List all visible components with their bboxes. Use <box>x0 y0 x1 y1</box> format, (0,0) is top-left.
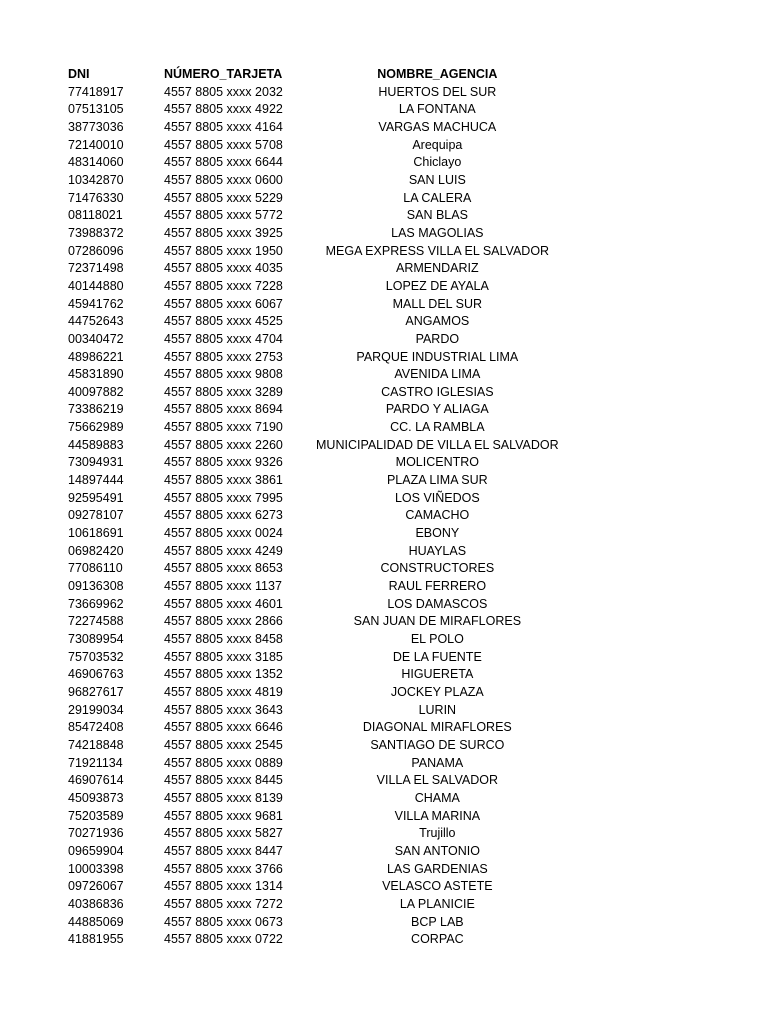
cell-nombre-agencia: CORPAC <box>411 932 464 947</box>
cell-dni: 48986221 <box>68 349 124 364</box>
cell-numero-tarjeta: 4557 8805 xxxx 3766 <box>164 861 283 876</box>
cell-dni: 72274588 <box>68 614 124 629</box>
table-row <box>0 366 559 384</box>
cell-numero-tarjeta: 4557 8805 xxxx 0673 <box>164 914 283 929</box>
table-row <box>0 825 559 843</box>
cell-numero-tarjeta: 4557 8805 xxxx 7228 <box>164 278 283 293</box>
cell-nombre-agencia: EBONY <box>415 526 460 541</box>
cell-nombre-agencia: DIAGONAL MIRAFLORES <box>362 720 512 735</box>
cell-numero-tarjeta: 4557 8805 xxxx 9808 <box>164 367 283 382</box>
cell-dni: 06982420 <box>68 543 124 558</box>
cell-dni: 71476330 <box>68 190 124 205</box>
cell-dni: 73094931 <box>68 455 124 470</box>
cell-nombre-agencia: JOCKEY PLAZA <box>390 684 484 699</box>
cell-nombre-agencia: CHAMA <box>414 790 460 805</box>
cell-numero-tarjeta: 4557 8805 xxxx 2032 <box>164 84 283 99</box>
cell-numero-tarjeta: 4557 8805 xxxx 9326 <box>164 455 283 470</box>
cell-nombre-agencia: VILLA MARINA <box>394 808 481 823</box>
cell-numero-tarjeta: 4557 8805 xxxx 6644 <box>164 155 283 170</box>
cell-nombre-agencia: PARDO <box>415 331 460 346</box>
cell-dni: 92595491 <box>68 490 124 505</box>
cell-numero-tarjeta: 4557 8805 xxxx 4249 <box>164 543 283 558</box>
cell-numero-tarjeta: 4557 8805 xxxx 2866 <box>164 614 283 629</box>
cell-nombre-agencia: CASTRO IGLESIAS <box>381 384 494 399</box>
cell-dni: 44752643 <box>68 314 124 329</box>
cell-numero-tarjeta: 4557 8805 xxxx 8458 <box>164 632 283 646</box>
cell-dni: 10342870 <box>68 172 124 187</box>
table-row <box>0 684 559 702</box>
cell-dni: 09659904 <box>68 843 124 858</box>
cell-numero-tarjeta: 4557 8805 xxxx 3289 <box>164 384 283 399</box>
cell-nombre-agencia: PARDO Y ALIAGA <box>385 402 489 417</box>
cell-dni: 96827617 <box>68 684 124 699</box>
cell-numero-tarjeta: 4557 8805 xxxx 4164 <box>164 119 283 134</box>
cell-dni: 73386219 <box>68 402 124 417</box>
table-row <box>0 596 559 614</box>
cell-numero-tarjeta: 4557 8805 xxxx 2545 <box>164 737 283 752</box>
cell-nombre-agencia: PARQUE INDUSTRIAL LIMA <box>356 349 519 364</box>
cell-nombre-agencia: RAUL FERRERO <box>388 579 487 594</box>
cell-numero-tarjeta: 4557 8805 xxxx 3643 <box>164 702 283 717</box>
cell-nombre-agencia: VILLA EL SALVADOR <box>376 773 499 788</box>
cell-nombre-agencia: LAS GARDENIAS <box>386 861 488 876</box>
table-row <box>0 914 559 932</box>
cell-dni: 77086110 <box>68 561 123 576</box>
cell-dni: 85472408 <box>68 720 124 735</box>
cell-nombre-agencia: LA CALERA <box>403 190 472 205</box>
table-row <box>0 207 559 225</box>
table-row <box>0 843 559 861</box>
cell-dni: 10003398 <box>68 861 124 876</box>
cell-numero-tarjeta: 4557 8805 xxxx 8653 <box>164 561 283 576</box>
table-row <box>0 755 559 773</box>
cell-dni: 46906763 <box>68 667 124 682</box>
cell-numero-tarjeta: 4557 8805 xxxx 7190 <box>164 420 283 435</box>
cell-dni: 41881955 <box>68 932 124 947</box>
table-row <box>0 101 559 119</box>
cell-nombre-agencia: LA FONTANA <box>398 102 476 117</box>
table-row <box>0 490 559 508</box>
cell-numero-tarjeta: 4557 8805 xxxx 7995 <box>164 490 283 505</box>
cell-dni: 44589883 <box>68 437 124 452</box>
table-row <box>0 401 559 419</box>
table-row <box>0 543 559 561</box>
cell-dni: 75662989 <box>68 420 124 435</box>
cell-numero-tarjeta: 4557 8805 xxxx 4819 <box>164 684 283 699</box>
table-row <box>0 454 559 472</box>
table-row <box>0 172 559 190</box>
cell-dni: 45093873 <box>68 790 124 805</box>
cell-nombre-agencia: LAS MAGOLIAS <box>391 225 484 240</box>
cell-numero-tarjeta: 4557 8805 xxxx 8694 <box>164 402 283 417</box>
table-row <box>0 296 559 314</box>
cell-dni: 73669962 <box>68 596 124 611</box>
cell-dni: 07513105 <box>68 102 124 117</box>
cell-dni: 44885069 <box>68 914 124 929</box>
table-row <box>0 154 559 172</box>
cell-numero-tarjeta: 4557 8805 xxxx 4922 <box>164 102 283 117</box>
cell-numero-tarjeta: 4557 8805 xxxx 1950 <box>164 243 283 258</box>
cell-nombre-agencia: VELASCO ASTETE <box>382 879 493 894</box>
column-header-nombre-agencia: NOMBRE_AGENCIA <box>377 67 498 81</box>
table-row <box>0 649 559 667</box>
cell-dni: 75203589 <box>68 808 124 823</box>
cell-dni: 07286096 <box>68 243 124 258</box>
cell-nombre-agencia: CONSTRUCTORES <box>380 561 495 576</box>
cell-numero-tarjeta: 4557 8805 xxxx 4035 <box>164 261 283 276</box>
cell-dni: 40386836 <box>68 896 124 911</box>
cell-dni: 71921134 <box>68 755 123 770</box>
cell-numero-tarjeta: 4557 8805 xxxx 3925 <box>164 225 283 240</box>
cell-dni: 74218848 <box>68 737 124 752</box>
cell-nombre-agencia: VARGAS MACHUCA <box>378 119 497 134</box>
cell-nombre-agencia: PLAZA LIMA SUR <box>386 473 488 488</box>
cell-numero-tarjeta: 4557 8805 xxxx 4601 <box>164 596 283 611</box>
table-row <box>0 666 559 684</box>
cell-dni: 73089954 <box>68 632 124 646</box>
cell-numero-tarjeta: 4557 8805 xxxx 2753 <box>164 349 283 364</box>
cell-dni: 00340472 <box>68 331 124 346</box>
table-row <box>0 437 559 455</box>
cell-numero-tarjeta: 4557 8805 xxxx 3185 <box>164 649 283 664</box>
cell-nombre-agencia: CAMACHO <box>405 508 470 523</box>
cell-numero-tarjeta: 4557 8805 xxxx 8139 <box>164 790 283 805</box>
cell-nombre-agencia: MOLICENTRO <box>395 455 479 470</box>
cell-numero-tarjeta: 4557 8805 xxxx 8445 <box>164 773 283 788</box>
data-table <box>0 66 559 949</box>
cell-nombre-agencia: AVENIDA LIMA <box>394 367 481 382</box>
table-row <box>0 560 559 578</box>
cell-dni: 73988372 <box>68 225 124 240</box>
cell-nombre-agencia: PANAMA <box>411 755 464 770</box>
cell-dni: 48314060 <box>68 155 124 170</box>
cell-dni: 40097882 <box>68 384 124 399</box>
table-row <box>0 578 559 596</box>
cell-dni: 46907614 <box>68 773 124 788</box>
cell-nombre-agencia: SAN ANTONIO <box>394 843 480 858</box>
table-row <box>0 225 559 243</box>
table-row <box>0 613 559 631</box>
cell-dni: 09136308 <box>68 579 124 594</box>
cell-numero-tarjeta: 4557 8805 xxxx 5827 <box>164 826 283 841</box>
cell-numero-tarjeta: 4557 8805 xxxx 0024 <box>164 526 283 541</box>
cell-numero-tarjeta: 4557 8805 xxxx 1352 <box>164 667 283 682</box>
cell-numero-tarjeta: 4557 8805 xxxx 5772 <box>164 208 283 223</box>
table-row <box>0 119 559 137</box>
table-row <box>0 472 559 490</box>
cell-numero-tarjeta: 4557 8805 xxxx 0722 <box>164 932 283 947</box>
cell-nombre-agencia: LOPEZ DE AYALA <box>385 278 489 293</box>
cell-dni: 72371498 <box>68 261 124 276</box>
table-row <box>0 525 559 543</box>
cell-dni: 72140010 <box>68 137 124 152</box>
table-row <box>0 84 559 102</box>
cell-numero-tarjeta: 4557 8805 xxxx 3861 <box>164 473 283 488</box>
cell-dni: 29199034 <box>68 702 124 717</box>
table-row <box>0 243 559 261</box>
cell-nombre-agencia: MEGA EXPRESS VILLA EL SALVADOR <box>325 243 550 258</box>
table-row <box>0 719 559 737</box>
column-header-numero-tarjeta: NÚMERO_TARJETA <box>164 67 283 81</box>
cell-nombre-agencia: CC. LA RAMBLA <box>390 420 485 435</box>
cell-nombre-agencia: LOS DAMASCOS <box>387 596 488 611</box>
cell-numero-tarjeta: 4557 8805 xxxx 2260 <box>164 437 283 452</box>
cell-dni: 75703532 <box>68 649 124 664</box>
cell-nombre-agencia: Chiclayo <box>413 155 462 170</box>
cell-nombre-agencia: MALL DEL SUR <box>392 296 483 311</box>
cell-dni: 77418917 <box>68 84 124 99</box>
table-row <box>0 260 559 278</box>
table-row <box>0 772 559 790</box>
cell-numero-tarjeta: 4557 8805 xxxx 6067 <box>164 296 283 311</box>
table-row <box>0 702 559 720</box>
cell-numero-tarjeta: 4557 8805 xxxx 0600 <box>164 172 283 187</box>
cell-nombre-agencia: HUAYLAS <box>408 543 467 558</box>
cell-numero-tarjeta: 4557 8805 xxxx 1314 <box>164 879 283 894</box>
cell-nombre-agencia: ARMENDARIZ <box>396 261 479 276</box>
table-row <box>0 190 559 208</box>
table-row <box>0 278 559 296</box>
cell-nombre-agencia: BCP LAB <box>411 914 464 929</box>
header-row <box>0 66 559 84</box>
cell-nombre-agencia: Arequipa <box>412 137 463 152</box>
cell-nombre-agencia: Trujillo <box>419 826 456 841</box>
cell-numero-tarjeta: 4557 8805 xxxx 9681 <box>164 808 283 823</box>
cell-nombre-agencia: SAN BLAS <box>406 208 468 223</box>
cell-dni: 38773036 <box>68 119 124 134</box>
table-row <box>0 896 559 914</box>
cell-dni: 08118021 <box>68 208 123 223</box>
table-row <box>0 808 559 826</box>
table-row <box>0 631 559 649</box>
cell-nombre-agencia: LOS VIÑEDOS <box>394 490 480 505</box>
cell-nombre-agencia: HUERTOS DEL SUR <box>378 84 497 99</box>
table-row <box>0 384 559 402</box>
cell-dni: 09278107 <box>68 508 124 523</box>
column-header-dni: DNI <box>68 67 90 81</box>
cell-dni: 45831890 <box>68 367 124 382</box>
spreadsheet-sheet <box>0 66 768 949</box>
cell-numero-tarjeta: 4557 8805 xxxx 8447 <box>164 843 283 858</box>
table-row <box>0 931 559 949</box>
table-row <box>0 790 559 808</box>
cell-numero-tarjeta: 4557 8805 xxxx 0889 <box>164 755 283 770</box>
table-row <box>0 507 559 525</box>
cell-dni: 45941762 <box>68 296 124 311</box>
table-row <box>0 878 559 896</box>
cell-nombre-agencia: SAN JUAN DE MIRAFLORES <box>353 614 522 629</box>
cell-numero-tarjeta: 4557 8805 xxxx 6646 <box>164 720 283 735</box>
table-body <box>0 84 559 949</box>
table-row <box>0 419 559 437</box>
cell-dni: 10618691 <box>68 526 124 541</box>
table-row <box>0 349 559 367</box>
cell-numero-tarjeta: 4557 8805 xxxx 6273 <box>164 508 283 523</box>
cell-nombre-agencia: HIGUERETA <box>401 667 474 682</box>
cell-nombre-agencia: LURIN <box>418 702 457 717</box>
table-row <box>0 861 559 879</box>
cell-numero-tarjeta: 4557 8805 xxxx 7272 <box>164 896 283 911</box>
cell-dni: 40144880 <box>68 278 124 293</box>
cell-nombre-agencia: DE LA FUENTE <box>392 649 482 664</box>
cell-numero-tarjeta: 4557 8805 xxxx 4704 <box>164 331 283 346</box>
cell-nombre-agencia: LA PLANICIE <box>399 896 475 911</box>
cell-dni: 70271936 <box>68 826 124 841</box>
table-row <box>0 137 559 155</box>
cell-nombre-agencia: SAN LUIS <box>408 172 466 187</box>
table-row <box>0 313 559 331</box>
cell-nombre-agencia: ANGAMOS <box>405 314 470 329</box>
cell-dni: 09726067 <box>68 879 124 894</box>
cell-numero-tarjeta: 4557 8805 xxxx 4525 <box>164 314 283 329</box>
cell-numero-tarjeta: 4557 8805 xxxx 5708 <box>164 137 283 152</box>
table-row <box>0 737 559 755</box>
cell-numero-tarjeta: 4557 8805 xxxx 5229 <box>164 190 283 205</box>
cell-dni: 14897444 <box>68 473 124 488</box>
cell-nombre-agencia: EL POLO <box>410 632 464 646</box>
cell-nombre-agencia: SANTIAGO DE SURCO <box>370 737 505 752</box>
cell-nombre-agencia: MUNICIPALIDAD DE VILLA EL SALVADOR <box>316 437 559 452</box>
table-row <box>0 331 559 349</box>
cell-numero-tarjeta: 4557 8805 xxxx 1137 <box>164 579 282 594</box>
